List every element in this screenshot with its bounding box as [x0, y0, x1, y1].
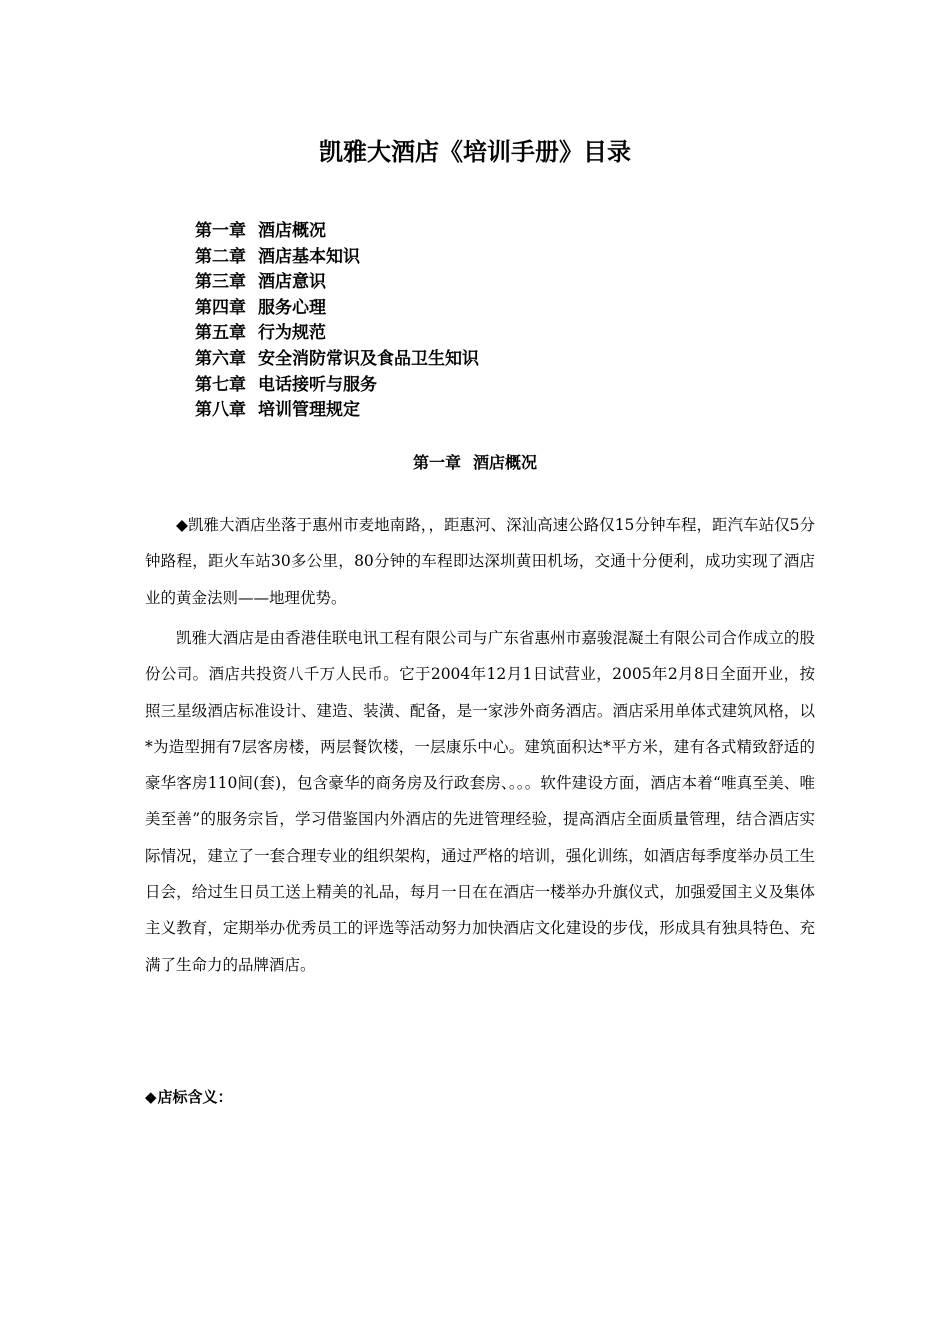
toc-item: [195, 219, 479, 245]
body-paragraph: ◆凯雅大酒店坐落于惠州市麦地南路，，距惠河、深汕高速公路仅15分钟车程，距汽车站仅5分钟路程，距火车站30多公里，80分钟的车程即达深圳黄田机场，交通十分便利，成功实现了酒店业的黄金法则——地理优势。: [145, 516, 815, 607]
toc-chapter-number: 第六章: [195, 348, 246, 369]
toc-chapter-title: 培训管理规定: [258, 400, 360, 421]
toc-chapter-number: 第一章: [195, 221, 246, 241]
document-title: 凯雅大酒店《培训手册》目录: [319, 138, 631, 166]
toc-chapter-title: 安全消防常识及食品卫生知识: [258, 348, 479, 369]
toc-item: [195, 245, 479, 271]
table-of-contents: [195, 219, 479, 424]
toc-item: [195, 373, 479, 399]
toc-chapter-number: 第三章: [195, 272, 246, 293]
chapter-number: 第一章: [412, 453, 461, 472]
body-paragraph: 凯雅大酒店是由香港佳联电讯工程有限公司与广东省惠州市嘉骏混凝土有限公司合作成立的股份公司。酒店共投资八千万人民币。它于2004年12月1日试营业，2005年2月8日全面开业，按照三星级酒店标准设计、建造、装潢、配备，是一家涉外商务酒店。酒店采用单体式建筑风格，以*为造型拥有7层客房楼，两层餐饮楼，一层康乐中心。建筑面积达*平方米，建有各式精致舒适的豪华客房110间(套)，包含豪华的商务房及行政套房、。。。软件建设方面，酒店本着“唯真至美、唯美至善”的服务宗旨，学习借鉴国内外酒店的先进管理经验，提高酒店全面质量管理，结合酒店实际情况，建立了一套合理专业的组织架构，通过严格的培训，强化训练，如酒店每季度举办员工生日会，给过生日员工送上精美的礼品，每月一日在在酒店一楼举办升旗仪式，加强爱国主义及集体主义教育，定期举办优秀员工的评选等活动努力加快酒店文化建设的步伐，形成具有独具特色、充满了生命力的品牌酒店。: [145, 629, 815, 974]
toc-chapter-title: 酒店意识: [258, 272, 326, 293]
section-heading: [145, 1086, 233, 1108]
toc-chapter-title: 服务心理: [258, 297, 326, 318]
toc-chapter-number: 第八章: [195, 400, 246, 421]
toc-item: [195, 321, 479, 347]
chapter-heading: [0, 451, 950, 475]
toc-chapter-title: 电话接听与服务: [258, 374, 377, 395]
chapter-title: 酒店概况: [473, 453, 538, 472]
toc-item: [195, 296, 479, 322]
toc-item: [195, 270, 479, 296]
diamond-bullet-icon: ◆: [145, 1088, 157, 1106]
toc-chapter-title: 酒店概况: [258, 221, 326, 241]
toc-chapter-title: 行为规范: [258, 323, 326, 344]
toc-chapter-number: 第四章: [195, 297, 246, 318]
section-heading-label: 店标含义：: [157, 1088, 233, 1106]
toc-chapter-title: 酒店基本知识: [258, 246, 360, 267]
toc-chapter-number: 第二章: [195, 246, 246, 267]
toc-item: [195, 398, 479, 424]
toc-chapter-number: 第七章: [195, 374, 246, 395]
toc-chapter-number: 第五章: [195, 323, 246, 344]
toc-item: [195, 347, 479, 373]
